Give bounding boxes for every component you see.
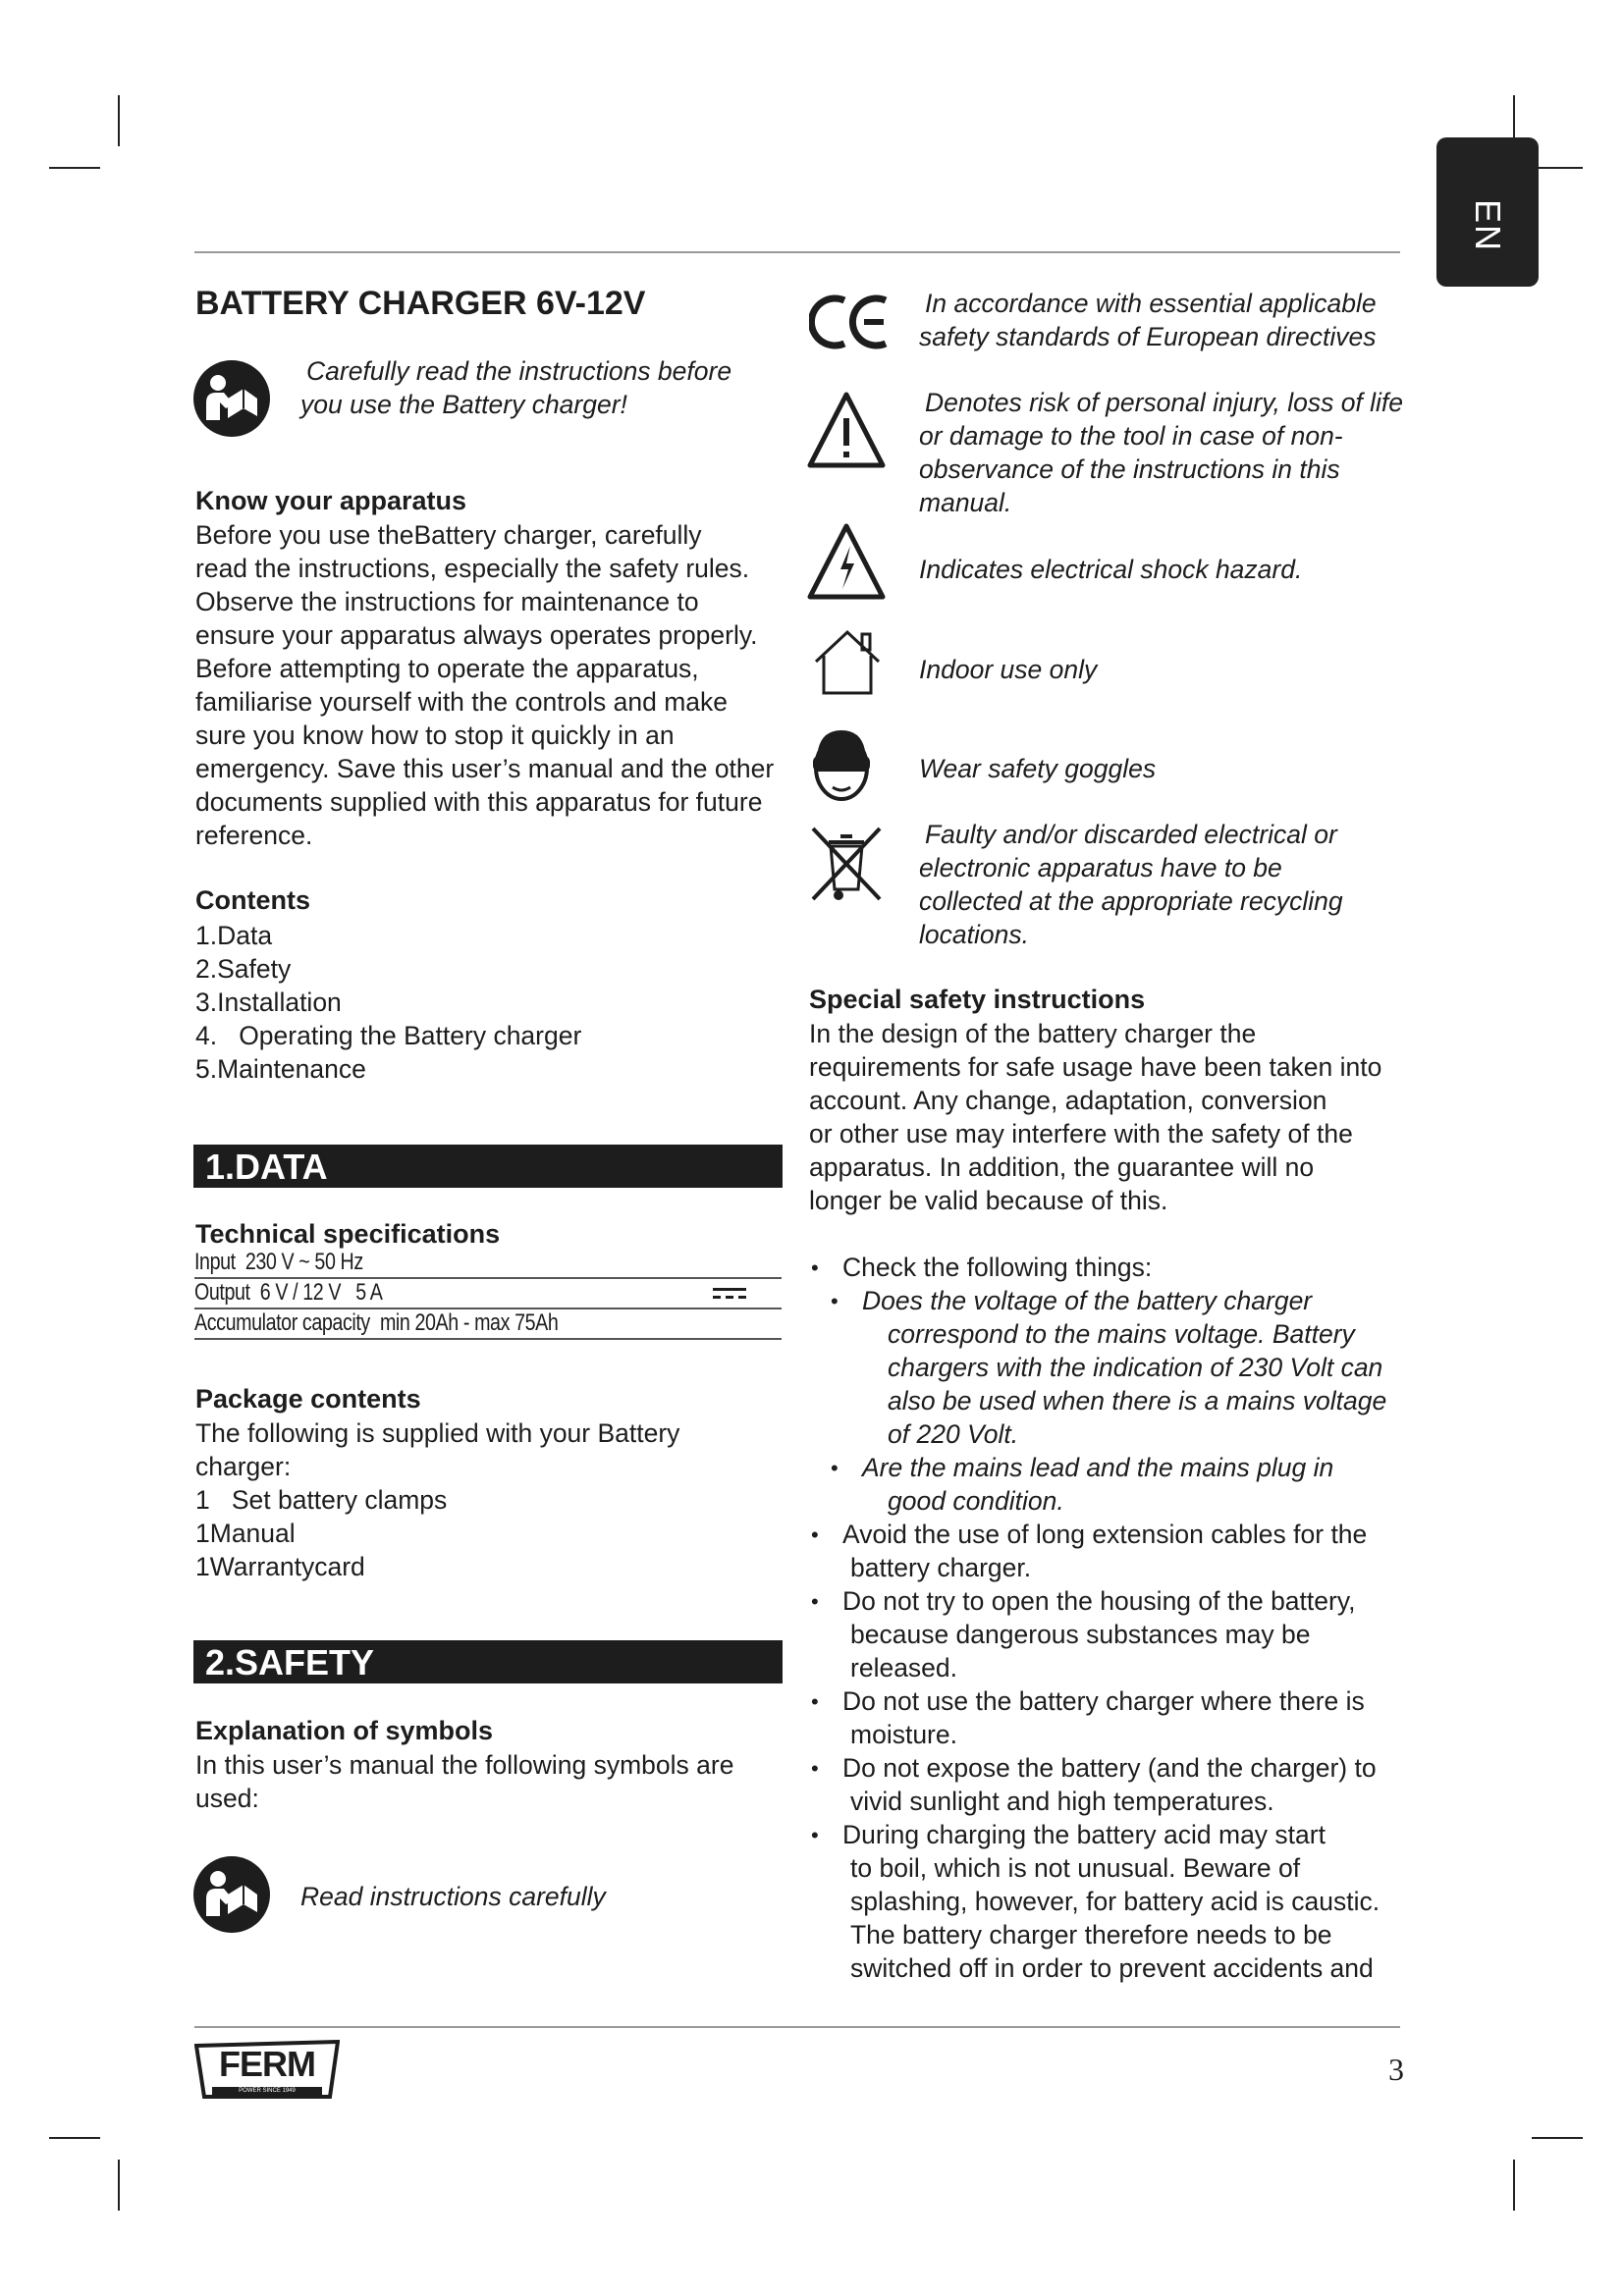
language-code: EN	[1468, 198, 1508, 253]
tech-heading: Technical specifications	[195, 1219, 501, 1249]
contents-item: 4. Operating the Battery charger	[195, 1021, 582, 1050]
ce-description: In accordance with essential applicable safety standards of European directives	[919, 289, 1377, 351]
bottom-rule	[194, 2026, 1400, 2028]
brand-tagline: POWER SINCE 1949	[239, 2088, 296, 2094]
brand-name: FERM	[219, 2044, 315, 2084]
crop-mark	[1532, 2137, 1583, 2139]
section-bar-data: 1.DATA	[193, 1145, 783, 1188]
contents-item: 3.Installation	[195, 988, 342, 1017]
intro-note: Carefully read the instructions before you use the Battery charger!	[300, 356, 732, 419]
contents-list	[195, 919, 785, 1086]
special-heading: Special safety instructions	[809, 985, 1146, 1014]
crop-mark	[118, 2160, 120, 2211]
dc-symbol-icon	[713, 1287, 746, 1301]
electric-shock-icon	[807, 522, 886, 601]
page-number: 3	[1388, 2052, 1404, 2087]
read-manual-icon	[192, 359, 271, 438]
bullet-check: Check the following things:	[842, 1253, 1153, 1282]
contents-item: 2.Safety	[195, 954, 292, 984]
crop-mark	[118, 95, 120, 146]
section-bar-safety: 2.SAFETY	[193, 1640, 783, 1683]
warning-icon	[807, 391, 886, 469]
know-paragraph: Before you use theBattery charger, carefully read the instructions, especially the safety rules. Observe the instructions for maintenance to ensure your apparatus always operates properly. Before attempting to operate the apparatus, familiarise yourself with the controls and make sure you know how to stop it quickly in an emergency. Save this user’s manual and the other documents supplied with this apparatus for future reference.	[195, 520, 775, 850]
contents-item: 5.Maintenance	[195, 1054, 366, 1084]
contents-item: 1.Data	[195, 921, 273, 950]
read-instructions-label: Read instructions carefully	[300, 1882, 606, 1911]
indoor-house-icon	[811, 628, 884, 695]
ferm-logo	[194, 2040, 340, 2101]
goggles-description: Wear safety goggles	[919, 754, 1157, 783]
page-title: BATTERY CHARGER 6V-12V	[195, 285, 646, 322]
package-list: The following is supplied with your Battery charger: 1 Set battery clamps 1Manual 1Warrantycard	[195, 1418, 680, 1581]
language-tab	[1436, 137, 1539, 287]
symbols-intro: In this user’s manual the following symbols are used:	[195, 1750, 734, 1813]
safety-goggles-icon	[809, 726, 874, 803]
weee-bin-icon	[809, 825, 884, 903]
package-heading: Package contents	[195, 1384, 421, 1414]
crop-mark	[1513, 2160, 1515, 2211]
spec-row-capacity: Accumulator capacity min 20Ah - max 75Ah	[194, 1309, 782, 1340]
spec-row-input: Input 230 V ~ 50 Hz	[194, 1249, 782, 1279]
contents-heading: Contents	[195, 885, 310, 915]
crop-mark	[1532, 167, 1583, 169]
crop-mark	[49, 167, 100, 169]
ce-mark-icon	[809, 293, 890, 351]
know-heading: Know your apparatus	[195, 486, 467, 515]
crop-mark	[49, 2137, 100, 2139]
special-paragraph: In the design of the battery charger the requirements for safe usage have been taken into account. Any change, adaptation, conversion or other use may interfere with the safety of the apparatus. In addition, the guarantee will no longer be valid because of this.	[809, 1019, 1382, 1215]
top-rule	[194, 251, 1400, 253]
weee-description: Faulty and/or discarded electrical or electronic apparatus have to be collected at the appropriate recycling locations.	[919, 820, 1343, 949]
shock-description: Indicates electrical shock hazard.	[919, 555, 1303, 584]
indoor-description: Indoor use only	[919, 655, 1098, 684]
read-manual-icon	[192, 1855, 271, 1934]
spec-row-output: Output 6 V / 12 V 5 A	[194, 1279, 782, 1309]
warning-description: Denotes risk of personal injury, loss of life or damage to the tool in case of non- observance of the instructions in this manual.	[919, 388, 1404, 517]
symbols-heading: Explanation of symbols	[195, 1716, 494, 1745]
